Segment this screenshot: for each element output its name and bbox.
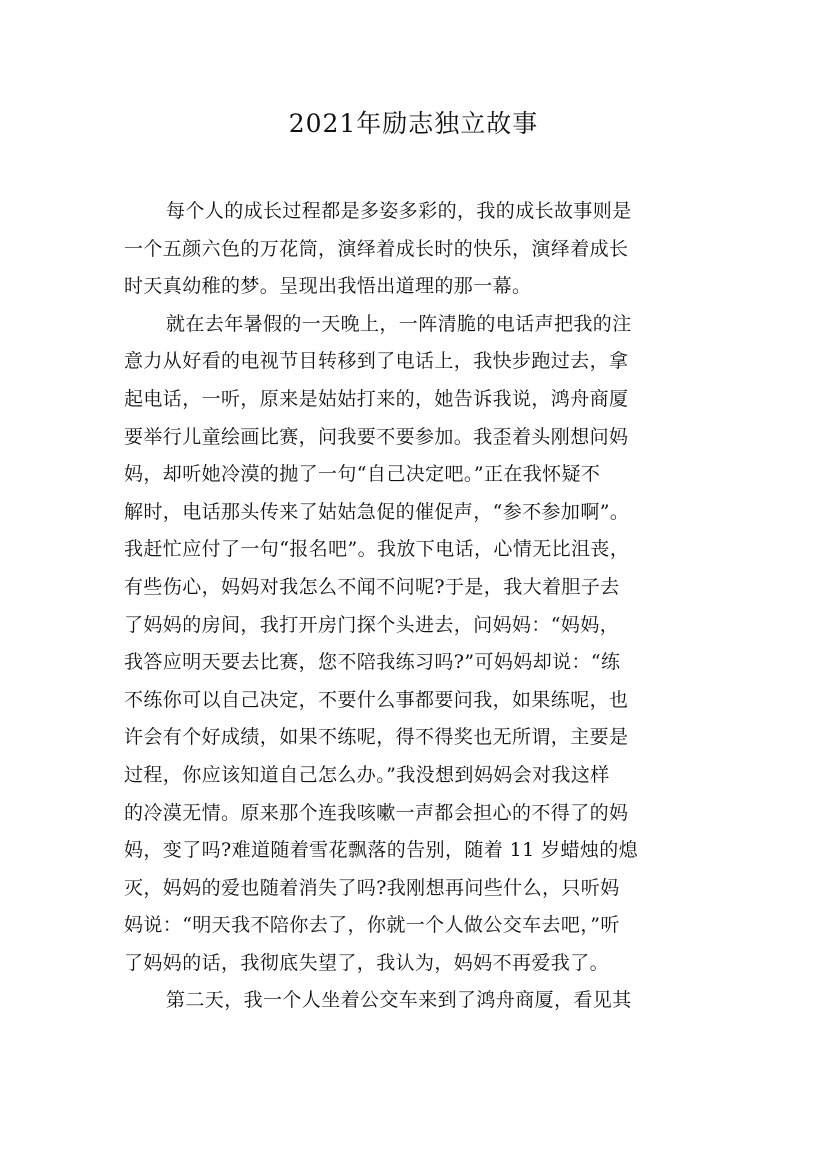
document-body [124, 193, 710, 1020]
body-line: 意力从好看的电视节目转移到了电话上，我快步跑过去，拿 [124, 350, 629, 373]
body-line: 时天真幼稚的梦。呈现出我悟出道理的那一幕。 [124, 275, 532, 298]
body-line: 我赶忙应付了一句“报名吧”。我放下电话，心情无比沮丧， [124, 538, 630, 561]
body-line: 有些伤心，妈妈对我怎么不闻不问呢?于是，我大着胆子去 [124, 575, 620, 598]
body-line: 我答应明天要去比赛，您不陪我练习吗?”可妈妈却说：“练 [124, 651, 621, 674]
body-line: 过程，你应该知道自己怎么办。”我没想到妈妈会对我这样 [124, 763, 610, 786]
body-line: 了妈妈的房间，我打开房门探个头进去，问妈妈：“妈妈， [124, 613, 620, 636]
body-line: 解时，电话那头传来了姑姑急促的催促声，“参不参加啊”。 [124, 500, 630, 523]
body-line: 许会有个好成绩，如果不练呢，得不得奖也无所谓，主要是 [124, 726, 629, 749]
body-line: 妈，变了吗?难道随着雪花飘落的告别，随着 11 岁蜡烛的熄 [124, 839, 639, 862]
body-line: 起电话，一听，原来是姑姑打来的，她告诉我说，鸿舟商厦 [124, 387, 629, 410]
body-line: 不练你可以自己决定，不要什么事都要问我，如果练呢，也 [124, 688, 629, 711]
body-line: 每个人的成长过程都是多姿多彩的，我的成长故事则是 [166, 200, 632, 222]
body-line: 了妈妈的话，我彻底失望了，我认为，妈妈不再爱我了。 [124, 951, 610, 974]
body-line: 一个五颜六色的万花筒，演绎着成长时的快乐，演绎着成长 [124, 237, 629, 260]
body-line: 就在去年暑假的一天晚上，一阵清脆的电话声把我的注 [166, 312, 632, 335]
body-line: 第二天，我一个人坐着公交车来到了鸿舟商厦，看见其 [166, 989, 632, 1012]
body-line: 要举行儿童绘画比赛，问我要不要参加。我歪着头刚想问妈 [124, 425, 629, 448]
body-line: 妈，却听她冷漠的抛了一句“自己决定吧。”正在我怀疑不 [124, 463, 601, 486]
body-line: 灭，妈妈的爱也随着消失了吗?我刚想再问些什么，只听妈 [124, 876, 620, 899]
body-line: 妈说：“明天我不陪你去了，你就一个人做公交车去吧，”听 [124, 914, 620, 937]
body-line: 的冷漠无情。原来那个连我咳嗽一声都会担心的不得了的妈 [124, 801, 629, 824]
document-title: 2021年励志独立故事 [288, 109, 539, 138]
